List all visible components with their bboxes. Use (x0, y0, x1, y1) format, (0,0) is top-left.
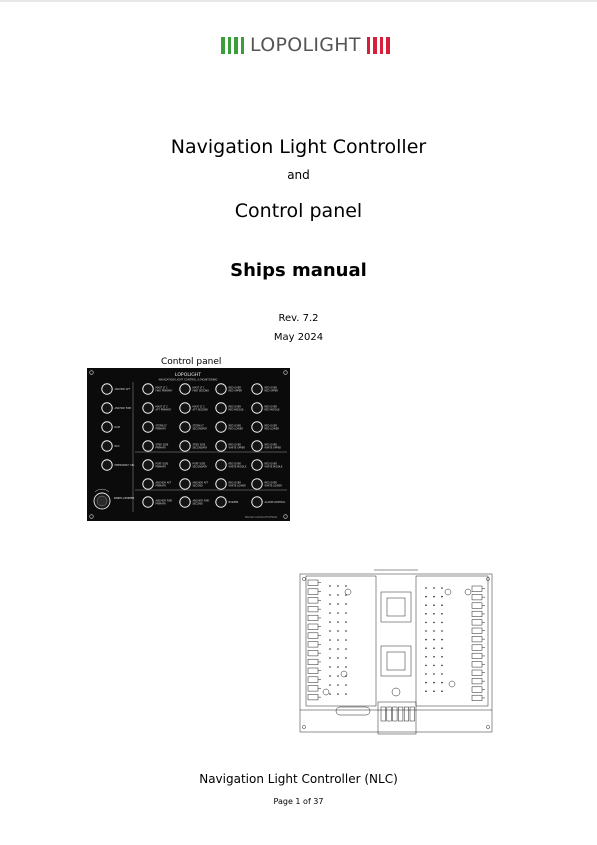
nlc-terminal (308, 642, 318, 648)
nlc-indicator-dot (425, 673, 427, 675)
panel-button-label: RED UPPER (228, 389, 243, 393)
control-panel-image (87, 368, 290, 521)
nlc-indicator-dot (329, 621, 331, 623)
nlc-indicator-dot (337, 648, 339, 650)
nlc-indicator-dot (329, 585, 331, 587)
panel-button-c4-r2 (216, 403, 226, 413)
nlc-left-indicators (329, 585, 347, 695)
nlc-indicator-dot (337, 684, 339, 686)
nlc-indicator-dot (329, 603, 331, 605)
nlc-terminal (472, 603, 482, 609)
nlc-left-component-2 (341, 671, 347, 677)
nlc-indicator-dot (337, 630, 339, 632)
nlc-terminal (308, 580, 318, 586)
panel-button-label: PORT SIDE (155, 462, 169, 466)
panel-button-c2-r4 (143, 441, 153, 451)
nlc-terminal (308, 606, 318, 612)
panel-button-c2-r3 (143, 422, 153, 432)
nlc-indicator-dot (441, 587, 443, 589)
nlc-indicator-dot (433, 647, 435, 649)
nlc-left-terminal-block (308, 580, 321, 700)
nlc-terminal (472, 636, 482, 642)
nlc-indicator-dot (441, 604, 443, 606)
panel-button-c5-r6 (252, 479, 262, 489)
panel-button-label: ANCHOR AFT (155, 481, 172, 485)
nlc-terminal (472, 678, 482, 684)
nlc-indicator-dot (441, 656, 443, 658)
panel-button-label: AFT SECOND (192, 408, 208, 412)
nlc-indicator-dot (433, 656, 435, 658)
nlc-indicator-dot (337, 621, 339, 623)
document-title: Navigation Light Controller (170, 136, 427, 158)
panel-button-label: ANCHOR FWD (114, 406, 132, 410)
panel-button-c1-r2 (102, 403, 112, 413)
nlc-terminal (308, 598, 318, 604)
nlc-bottom-terminal (404, 707, 409, 721)
nlc-terminal (472, 594, 482, 600)
panel-button-label: RED LOWER (264, 427, 279, 431)
panel-button-label: MAST LT 2 (155, 405, 168, 409)
panel-button-label: RED MIDDLE (228, 408, 244, 412)
nlc-indicator-dot (441, 596, 443, 598)
panel-button-c2-r5 (143, 460, 153, 470)
panel-button-label: ANCHOR AFT (192, 481, 209, 485)
panel-button-label: FWD SECOND (192, 389, 210, 393)
nlc-indicator-dot (345, 630, 347, 632)
panel-button-label: AFT PRIMARY (155, 408, 172, 412)
nlc-indicator-dot (345, 612, 347, 614)
nlc-indicator-dot (425, 639, 427, 641)
nlc-bottom-terminal (410, 707, 415, 721)
panel-brand: LOPOLIGHT (174, 373, 202, 378)
nlc-relay-bottom-inner (387, 652, 405, 670)
nlc-indicator-dot (433, 622, 435, 624)
nlc-indicator-dot (425, 596, 427, 598)
logo-red-bars (367, 37, 393, 54)
nlc-indicator-dot (337, 612, 339, 614)
nlc-terminal (308, 677, 318, 683)
nlc-right-component-3 (465, 589, 471, 595)
nlc-indicator-dot (337, 666, 339, 668)
panel-button-label: RED OVER (264, 386, 277, 390)
panel-button-c2-r7 (143, 497, 153, 507)
panel-button-label: RED OVER (264, 424, 277, 428)
nlc-bottom-terminals (381, 707, 415, 721)
nlc-indicator-dot (441, 647, 443, 649)
nlc-terminal (308, 659, 318, 665)
nlc-mount-hole-br (486, 725, 489, 728)
nlc-indicator-dot (433, 630, 435, 632)
panel-button-label: RED OVER (228, 481, 241, 485)
nlc-right-board (416, 576, 488, 706)
panel-button-label: MAST LT 1 (192, 386, 205, 390)
nlc-indicator-dot (433, 682, 435, 684)
nlc-indicator-dot (337, 594, 339, 596)
nlc-terminal (308, 633, 318, 639)
panel-button-label: RED OVER (228, 405, 241, 409)
nlc-indicator-dot (329, 639, 331, 641)
nlc-indicator-dot (345, 684, 347, 686)
control-panel-caption: Control panel (161, 357, 222, 367)
panel-button-label: RED UPPER (264, 389, 279, 393)
nlc-left-slot (336, 707, 370, 715)
nlc-indicator-dot (441, 682, 443, 684)
panel-button-c5-r7 (252, 497, 262, 507)
nlc-terminal (472, 662, 482, 668)
page-top-edge (0, 0, 597, 2)
panel-button-label: RAM (114, 425, 120, 429)
nlc-indicator-dot (433, 665, 435, 667)
nlc-terminal (472, 670, 482, 676)
panel-button-label: STERN LT (155, 424, 167, 428)
panel-button-label: PRIMARY (155, 502, 166, 506)
nlc-indicator-dot (441, 673, 443, 675)
panel-button-label: EMERGENCY SEL (114, 463, 135, 467)
nlc-indicator-dot (329, 648, 331, 650)
panel-button-label: RED OVER (228, 443, 241, 447)
nlc-indicator-dot (337, 675, 339, 677)
nlc-indicator-dot (433, 690, 435, 692)
nlc-indicator-dot (441, 613, 443, 615)
panel-button-label: PRIMARY (155, 427, 166, 431)
nlc-indicator-dot (329, 612, 331, 614)
panel-button-c1-r3 (102, 422, 112, 432)
nlc-mount-hole-bl (302, 725, 305, 728)
nlc-left-component-1 (345, 589, 351, 595)
date-label: May 2024 (273, 332, 324, 343)
nlc-indicator-dot (329, 684, 331, 686)
nlc-indicator-dot (425, 604, 427, 606)
nlc-indicator-dot (441, 690, 443, 692)
panel-button-c4-r6 (216, 479, 226, 489)
nlc-indicator-dot (425, 613, 427, 615)
panel-button-label: STBD SIDE (192, 443, 206, 447)
nlc-mount-hole-tl (302, 577, 305, 580)
nlc-left-board (306, 576, 376, 706)
panel-button-label: STERN LT (192, 424, 204, 428)
nlc-drawing (296, 562, 497, 744)
panel-button-label: ANCHOR FWD (155, 499, 173, 503)
nlc-indicator-dot (433, 639, 435, 641)
nlc-terminal (308, 668, 318, 674)
panel-button-label: RED LOWER (228, 427, 243, 431)
nlc-indicator-dot (345, 657, 347, 659)
panel-button-label: PRIMARY (155, 446, 166, 450)
panel-button-c5-r2 (252, 403, 262, 413)
panel-button-label: MAST LT 2 (192, 405, 205, 409)
nlc-indicator-dot (433, 673, 435, 675)
nlc-bottom-terminal (398, 707, 403, 721)
panel-button-c4-r4 (216, 441, 226, 451)
panel-button-label: PRIMARY (155, 484, 166, 488)
panel-subtitle: NAVIGATION LIGHT CONTROL & MONITORING (158, 378, 218, 382)
panel-button-label: SECONDARY (192, 465, 208, 469)
nlc-indicator-dot (345, 603, 347, 605)
nlc-right-component-2 (449, 681, 455, 687)
nlc-terminal (472, 628, 482, 634)
panel-button-label: SECONDARY (192, 446, 208, 450)
nlc-caption: Navigation Light Controller (NLC) (199, 772, 398, 786)
nlc-indicator-dot (337, 603, 339, 605)
panel-button-label: FWD PRIMARY (155, 389, 173, 393)
panel-button-label: RED OVER (264, 443, 277, 447)
document-subtitle: Control panel (234, 200, 363, 222)
nlc-indicator-dot (337, 693, 339, 695)
nlc-indicator-dot (425, 587, 427, 589)
nlc-terminal (472, 645, 482, 651)
nlc-left-component-3 (323, 689, 329, 695)
nlc-indicator-dot (345, 666, 347, 668)
nlc-terminal (308, 694, 318, 700)
title-conjunction: and (287, 168, 310, 182)
panel-button-label: WHITE MIDDLE (264, 465, 283, 469)
nlc-bottom-terminal (387, 707, 392, 721)
nlc-terminal (472, 687, 482, 693)
panel-button-label: PORT SIDE (192, 462, 206, 466)
nlc-center-component (392, 688, 400, 696)
panel-button-label: WHITE MIDDLE (228, 465, 247, 469)
nlc-indicator-dot (425, 665, 427, 667)
panel-button-c1-r5 (102, 460, 112, 470)
nlc-indicator-dot (441, 622, 443, 624)
nlc-bottom-terminal (393, 707, 398, 721)
panel-button-label: SECOND (192, 484, 203, 488)
panel-button-c5-r3 (252, 422, 262, 432)
nlc-indicator-dot (329, 630, 331, 632)
panel-button-label: SECONDARY (192, 427, 208, 431)
nlc-indicator-dot (337, 585, 339, 587)
panel-part-number: PNO-NLC LOPOLIGHT DESIGN (244, 516, 277, 519)
panel-button-c2-r2 (143, 403, 153, 413)
nlc-terminal (472, 586, 482, 592)
panel-button-label: RED MIDDLE (264, 408, 280, 412)
panel-button-label: ALARM CONTROL (264, 500, 286, 504)
nlc-indicator-dot (329, 675, 331, 677)
panel-button-label: ANCHOR AFT (114, 387, 131, 391)
nlc-indicator-dot (433, 604, 435, 606)
panel-button-label: RED OVER (264, 462, 277, 466)
panel-button-label: WHITE LOWER (264, 484, 282, 488)
panel-button-label: MAST LT 1 (155, 386, 168, 390)
nlc-right-component-1 (445, 589, 451, 595)
panel-button-label: SECOND (192, 502, 203, 506)
panel-button-c4-r5 (216, 460, 226, 470)
nlc-indicator-dot (329, 693, 331, 695)
panel-button-c5-r5 (252, 460, 262, 470)
panel-button-label: NUC (114, 444, 120, 448)
nlc-indicator-dot (425, 656, 427, 658)
panel-button-label: WHITE UPPER (228, 446, 245, 450)
nlc-relay-bottom (381, 646, 411, 676)
nlc-terminal (308, 686, 318, 692)
panel-button-label: WHITE UPPER (264, 446, 281, 450)
panel-button-c3-r6 (180, 479, 190, 489)
dimmer-label: PANEL DIMMER (114, 496, 135, 500)
panel-button-label: WHITE LOWER (228, 484, 246, 488)
panel-button-c4-r1 (216, 384, 226, 394)
nlc-indicator-dot (329, 594, 331, 596)
nlc-indicator-dot (433, 596, 435, 598)
panel-button-c3-r4 (180, 441, 190, 451)
lopolight-logo (221, 35, 393, 55)
panel-button-c3-r5 (180, 460, 190, 470)
nlc-indicator-dot (337, 657, 339, 659)
nlc-terminal (472, 620, 482, 626)
panel-button-label: PRIMARY (155, 465, 166, 469)
nlc-indicator-dot (425, 690, 427, 692)
nlc-indicator-dot (433, 587, 435, 589)
nlc-relay-top-inner (387, 598, 405, 616)
nlc-indicator-dot (345, 693, 347, 695)
panel-button-label: BUZZER (228, 500, 239, 504)
panel-button-c4-r7 (216, 497, 226, 507)
nlc-indicator-dot (345, 639, 347, 641)
nlc-indicator-dot (425, 630, 427, 632)
nlc-terminal (308, 650, 318, 656)
panel-button-label: RED OVER (228, 462, 241, 466)
nlc-indicator-dot (329, 657, 331, 659)
nlc-indicator-dot (329, 666, 331, 668)
manual-title: Ships manual (230, 260, 367, 281)
logo-green-bars (221, 37, 247, 54)
nlc-indicator-dot (425, 682, 427, 684)
nlc-indicator-dot (441, 630, 443, 632)
panel-button-label: ANCHOR FWD (192, 499, 210, 503)
panel-button-c2-r6 (143, 479, 153, 489)
nlc-indicator-dot (441, 639, 443, 641)
panel-button-label: RED OVER (228, 424, 241, 428)
panel-button-c1-r1 (102, 384, 112, 394)
panel-button-label: STBD SIDE (155, 443, 169, 447)
nlc-indicator-dot (433, 613, 435, 615)
dimmer-knob-center (97, 496, 107, 506)
revision-label: Rev. 7.2 (278, 313, 319, 324)
panel-button-c3-r7 (180, 497, 190, 507)
panel-button-c3-r2 (180, 403, 190, 413)
nlc-indicator-dot (345, 585, 347, 587)
nlc-indicator-dot (345, 648, 347, 650)
nlc-terminal (308, 589, 318, 595)
nlc-indicator-dot (425, 647, 427, 649)
panel-button-c3-r1 (180, 384, 190, 394)
nlc-relay-top (381, 592, 411, 622)
nlc-enclosure (300, 574, 492, 732)
nlc-terminal (308, 624, 318, 630)
logo-text: LOPOLIGHT (250, 34, 361, 56)
nlc-bottom-terminal (381, 707, 386, 721)
nlc-terminal (472, 611, 482, 617)
nlc-terminal (472, 695, 482, 701)
nlc-terminal (472, 653, 482, 659)
panel-button-c5-r4 (252, 441, 262, 451)
panel-button-c4-r3 (216, 422, 226, 432)
panel-button-label: RED OVER (228, 386, 241, 390)
panel-button-label: RED OVER (264, 481, 277, 485)
nlc-indicator-dot (425, 622, 427, 624)
panel-button-c3-r3 (180, 422, 190, 432)
panel-button-label: RED OVER (264, 405, 277, 409)
nlc-right-indicators (425, 587, 443, 692)
panel-button-c5-r1 (252, 384, 262, 394)
nlc-indicator-dot (345, 621, 347, 623)
nlc-indicator-dot (441, 665, 443, 667)
nlc-right-terminal-block (472, 586, 485, 701)
page-number: Page 1 of 37 (273, 797, 324, 806)
panel-button-c1-r4 (102, 441, 112, 451)
nlc-terminal (308, 615, 318, 621)
panel-button-c2-r1 (143, 384, 153, 394)
nlc-indicator-dot (337, 639, 339, 641)
